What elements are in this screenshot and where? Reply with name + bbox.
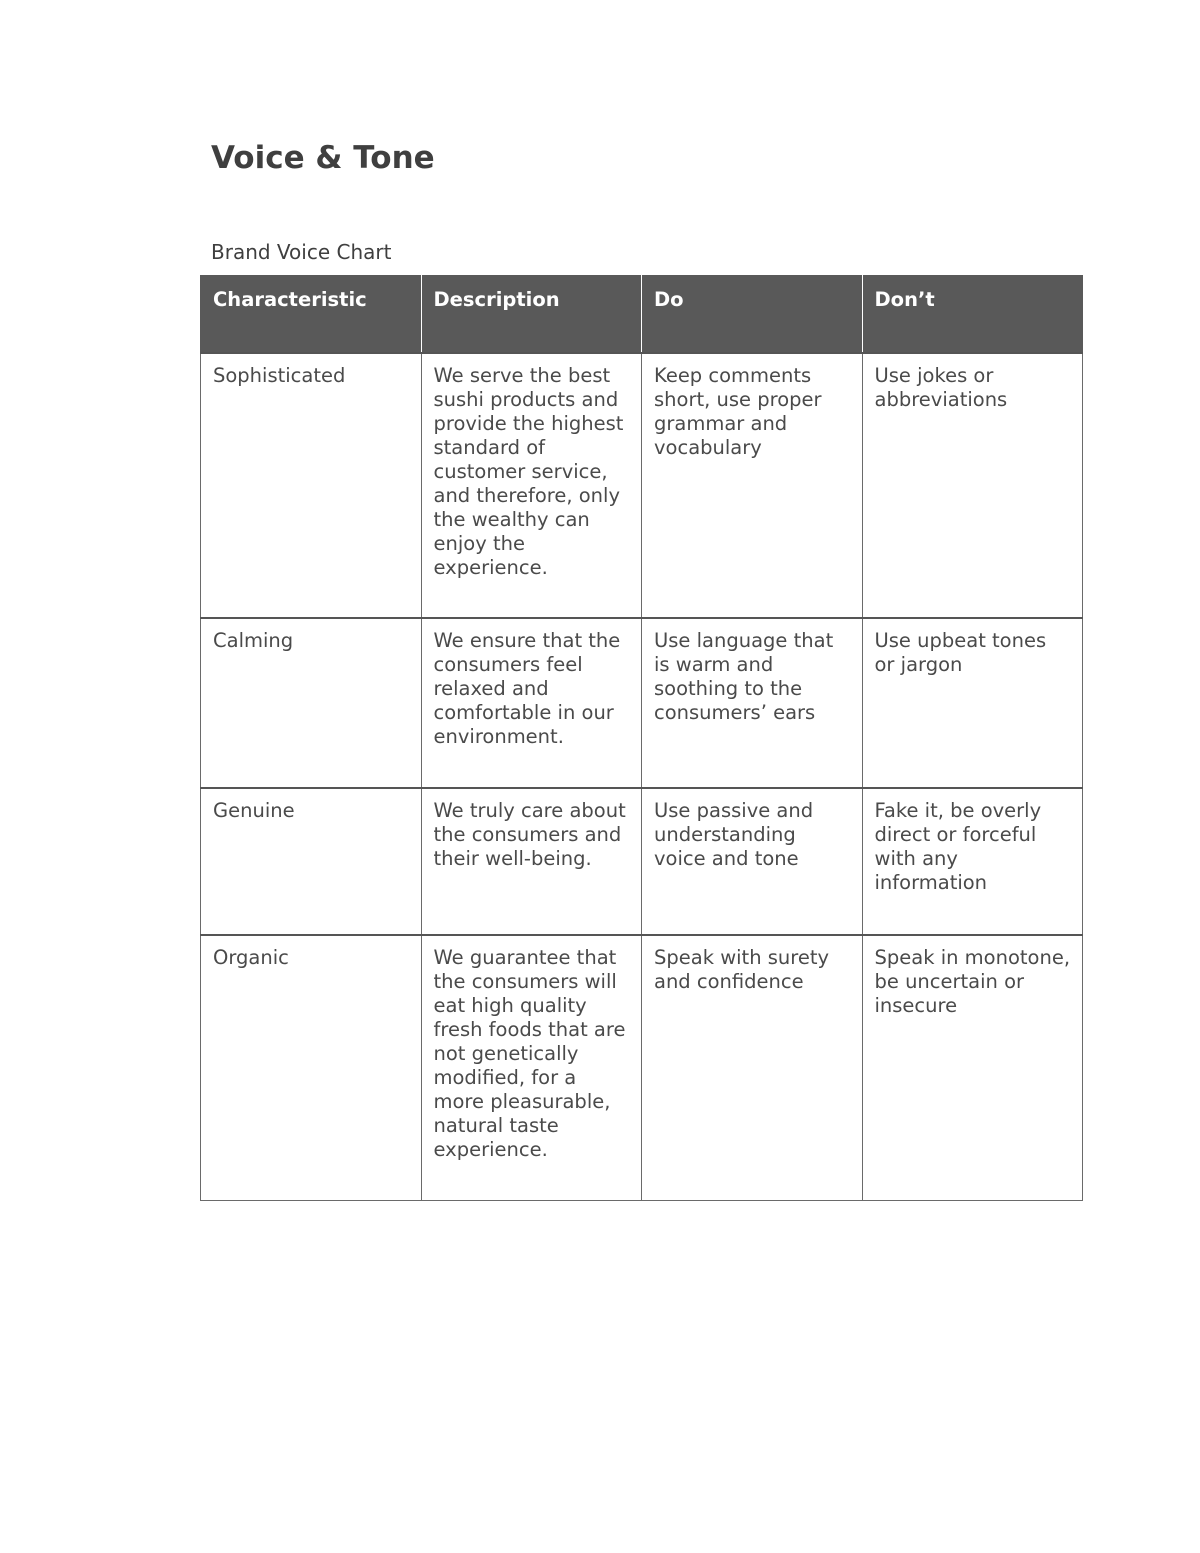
cell-dont: Fake it, be overly direct or forceful with any information xyxy=(862,788,1083,935)
cell-do: Keep comments short, use proper grammar and vocabulary xyxy=(642,353,863,618)
table-row xyxy=(201,788,1083,935)
cell-do: Use language that is warm and soothing to the consumers’ ears xyxy=(642,618,863,788)
cell-characteristic: Genuine xyxy=(201,788,422,935)
table-row xyxy=(201,618,1083,788)
cell-description: We serve the best sushi products and provide the highest standard of customer service, and therefore, only the wealthy can enjoy the experience. xyxy=(421,353,642,618)
cell-dont: Use jokes or abbreviations xyxy=(862,353,1083,618)
cell-do: Use passive and understanding voice and tone xyxy=(642,788,863,935)
cell-do: Speak with surety and confidence xyxy=(642,935,863,1201)
table-header-row xyxy=(201,276,1083,353)
cell-description: We ensure that the consumers feel relaxed and comfortable in our environment. xyxy=(421,618,642,788)
cell-description: We truly care about the consumers and their well-being. xyxy=(421,788,642,935)
column-header-dont: Don’t xyxy=(862,276,1083,353)
cell-dont: Speak in monotone, be uncertain or insecure xyxy=(862,935,1083,1201)
table-row xyxy=(201,353,1083,618)
cell-characteristic: Sophisticated xyxy=(201,353,422,618)
page-title: Voice & Tone xyxy=(211,140,435,176)
cell-dont: Use upbeat tones or jargon xyxy=(862,618,1083,788)
column-header-description: Description xyxy=(421,276,642,353)
cell-characteristic: Calming xyxy=(201,618,422,788)
column-header-characteristic: Characteristic xyxy=(201,276,422,353)
table-row xyxy=(201,935,1083,1201)
column-header-do: Do xyxy=(642,276,863,353)
cell-characteristic: Organic xyxy=(201,935,422,1201)
cell-description: We guarantee that the consumers will eat high quality fresh foods that are not genetically modified, for a more pleasurable, natural taste experience. xyxy=(421,935,642,1201)
brand-voice-table xyxy=(200,275,1083,1201)
section-title: Brand Voice Chart xyxy=(211,240,392,264)
